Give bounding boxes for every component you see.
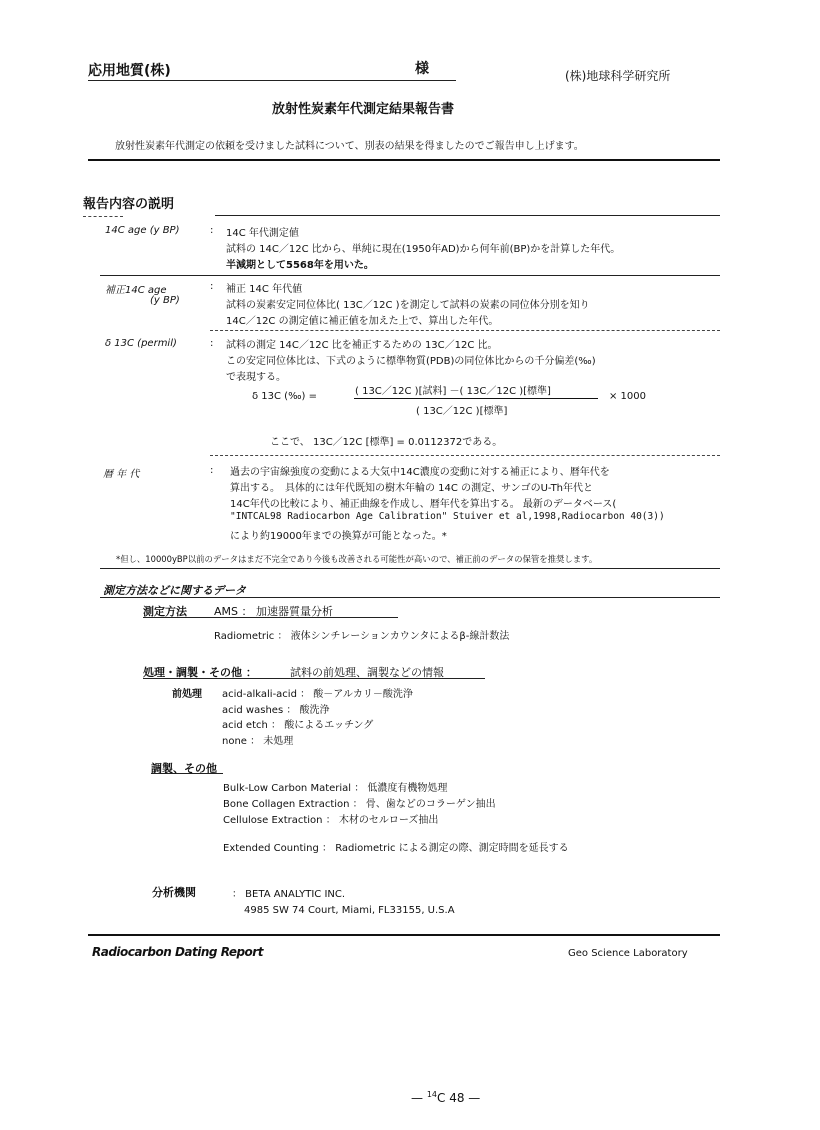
item2-line1: 補正 14C 年代値	[226, 284, 303, 295]
section-rule	[215, 215, 720, 216]
item-rule	[210, 455, 720, 456]
item2-line2: 試料の炭素安定同位体比( 13C／12C )を測定して試料の炭素の同位体分別を知り	[226, 300, 590, 311]
lab-address: 4985 SW 74 Court, Miami, FL33155, U.S.A	[244, 905, 455, 916]
item1-line1: 14C 年代測定値	[226, 228, 299, 239]
item1-line2: 試料の 14C／12C 比から、単純に現在(1950年AD)から何年前(BP)かを計算した年代。	[226, 244, 621, 255]
section-rule	[100, 568, 720, 569]
company-name: (株)地球科学研究所	[565, 69, 671, 83]
section-heading-explanation: 報告内容の説明	[83, 197, 175, 212]
method-label: 測定方法	[143, 605, 187, 618]
radiometric-text: Radiometric ： 液体シンチレーションカウンタによるβ-線計数法	[214, 631, 510, 642]
colon: :	[210, 465, 214, 476]
section-heading-methods: 測定方法などに関するデータ	[103, 584, 246, 597]
processing-value: 試料の前処理、調製などの情報	[290, 666, 444, 679]
item2-line3: 14C／12C の測定値に補正値を加えた上で、算出した年代。	[226, 316, 499, 327]
prep-item: Bone Collagen Extraction ： 骨、歯などのコラーゲン抽出	[223, 799, 496, 810]
item4-line3: 14C年代の比較により、補正曲線を作成し、暦年代を算出する。 最新のデータベース(	[230, 499, 617, 510]
colon: :	[210, 338, 214, 349]
item3-line3: で表現する。	[226, 372, 286, 383]
method-underline	[143, 617, 398, 618]
client-name: 応用地質(株)	[88, 63, 171, 79]
prep-label: 調製、その他	[151, 762, 217, 775]
formula-denominator: ( 13C／12C )[標準]	[416, 406, 508, 417]
lab-label: 分析機関	[152, 886, 196, 899]
prep-item: Bulk-Low Carbon Material ： 低濃度有機物処理	[223, 783, 448, 794]
item4-line2: 算出する。 具体的には年代既知の樹木年輪の 14C の測定、サンゴのU-Th年代と	[230, 483, 594, 494]
footnote: *但し、10000yBP以前のデータはまだ不完全であり今後も改善される可能性が高いので、補正前のデータの保管を推奨します。	[116, 554, 598, 564]
formula-lhs: δ 13C (‰) =	[252, 391, 317, 402]
term-14c-age: 14C age (y BP)	[105, 225, 180, 236]
item3-line1: 試料の測定 14C／12C 比を補正するための 13C／12C 比。	[226, 340, 498, 351]
pretreat-item: acid etch ： 酸によるエッチング	[222, 720, 374, 731]
fraction-bar	[354, 398, 598, 399]
item4-line4: "INTCAL98 Radiocarbon Age Calibration" Stuiver et al,1998,Radiocarbon 40(3))	[230, 511, 665, 522]
pretreat-item: acid-alkali-acid ： 酸－アルカリ－酸洗浄	[222, 689, 413, 700]
footer-lab: Geo Science Laboratory	[568, 948, 688, 959]
section-rule	[100, 597, 720, 598]
heading-dash	[83, 216, 123, 217]
intro-text: 放射性炭素年代測定の依頼を受けました試料について、別表の結果を得ましたのでご報告申し上げます。	[115, 141, 584, 152]
item4-line1: 過去の宇宙線強度の変動による大気中14C濃度の変動に対する補正により、暦年代を	[230, 467, 610, 478]
formula-times: × 1000	[609, 391, 647, 402]
processing-label: 処理・調製・その他 ：	[143, 666, 257, 679]
title-divider	[88, 159, 720, 161]
pretreat-label: 前処理	[172, 689, 202, 700]
term-corrected-age-unit: (y BP)	[150, 295, 180, 306]
item-rule	[210, 330, 720, 331]
footer-rule	[88, 934, 720, 936]
ams-text: AMS ： 加速器質量分析	[214, 605, 333, 618]
formula-note: ここで、 13C／12C [標準] = 0.0112372である。	[270, 437, 503, 448]
item4-line5: により約19000年までの換算が可能となった。*	[230, 531, 447, 542]
colon: :	[210, 225, 214, 236]
extended-counting: Extended Counting ： Radiometric による測定の際、測定時間を延長する	[223, 843, 569, 854]
page-number: — $^{14}$C 48 —	[411, 1090, 481, 1105]
term-delta13c: δ 13C (permil)	[105, 338, 177, 349]
report-title: 放射性炭素年代測定結果報告書	[272, 102, 455, 117]
pretreat-item: none ： 未処理	[222, 736, 294, 747]
pretreat-item: acid washes ： 酸洗浄	[222, 705, 330, 716]
honorific: 様	[415, 61, 429, 77]
term-corrected-age: 補正14C age	[105, 285, 167, 296]
footer-report-title: Radiocarbon Dating Report	[92, 945, 263, 959]
processing-underline	[143, 678, 485, 679]
item3-line2: この安定同位体比は、下式のように標準物質(PDB)の同位体比からの千分偏差(‰)	[226, 356, 596, 367]
client-underline	[88, 80, 456, 81]
item1-line3: 半減期として5568年を用いた。	[226, 260, 374, 271]
prep-item: Cellulose Extraction ： 木材のセルローズ抽出	[223, 815, 439, 826]
item-rule	[100, 275, 720, 276]
prep-underline	[151, 773, 223, 774]
term-calendar-age: 暦 年 代	[103, 469, 140, 480]
colon: :	[210, 281, 214, 292]
formula-numerator: ( 13C／12C )[試料] －( 13C／12C )[標準]	[355, 386, 551, 397]
lab-name: ： BETA ANALYTIC INC.	[232, 889, 346, 900]
